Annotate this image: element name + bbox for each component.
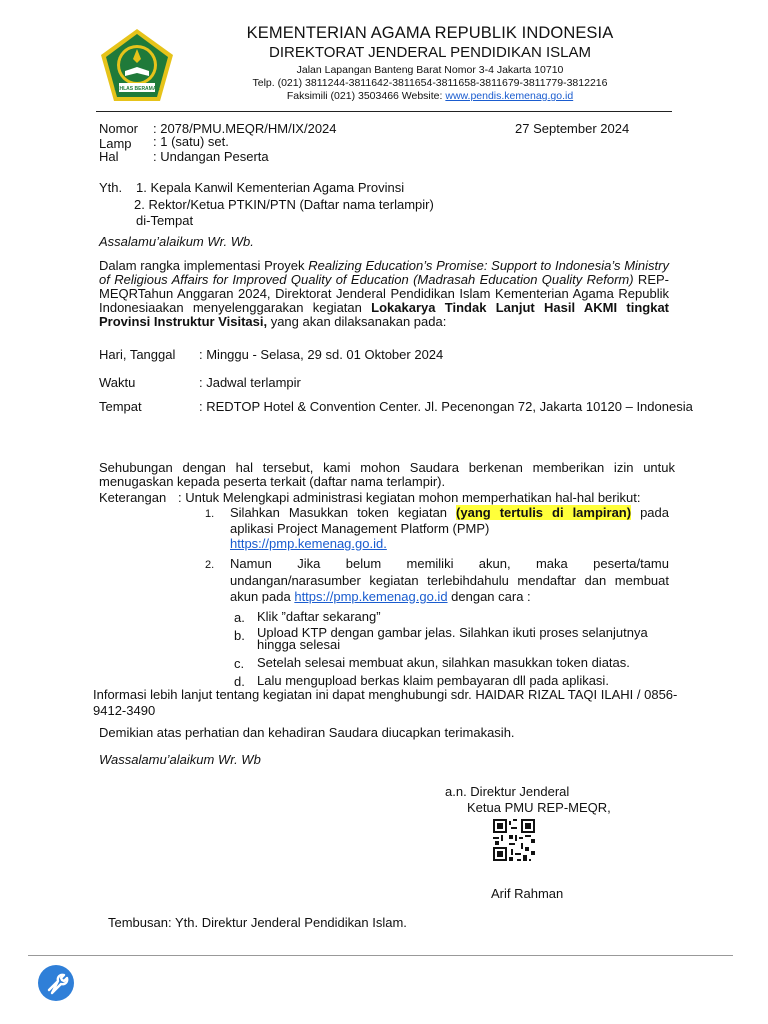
fax-label: Faksimili (021) 3503466 Website: <box>286 90 446 102</box>
step-a-text: Klik ”daftar sekarang” <box>257 609 381 624</box>
note-2 <box>230 556 669 606</box>
signature-line-1: a.n. Direktur Jenderal <box>445 784 570 799</box>
greeting: Assalamu’alaikum Wr. Wb. <box>99 234 254 249</box>
contact-info: Informasi lebih lanjut tentang kegiatan ini dapat menghubungi sdr. HAIDAR RIZAL TAQI ILAHI / 0856-9412-3490 <box>93 687 678 718</box>
header-divider <box>96 111 672 112</box>
logo-text: IKHLAS BERAMAL <box>114 86 160 92</box>
hal-label: Hal <box>99 149 119 164</box>
address-line: Jalan Lapangan Banteng Barat Nomor 3-4 Jakarta 10710 <box>296 64 564 76</box>
request-paragraph: Sehubungan dengan hal tersebut, kami mohon Saudara berkenan memberikan izin untuk menugaskan kepada peserta terkait (daftar nama terlampir). <box>99 460 675 489</box>
time-label: Waktu <box>99 375 136 390</box>
note-1 <box>230 505 669 552</box>
signature-line-2: Ketua PMU REP-MEQR, <box>467 800 611 815</box>
ministry-name: KEMENTERIAN AGAMA REPUBLIK INDONESIA <box>246 24 614 42</box>
yth-label: Yth. <box>99 180 123 195</box>
event-name: Lokakarya Tindak Lanjut Hasil AKMI tingkat Provinsi Instruktur Visitasi, <box>99 300 670 329</box>
step-d-letter: d. <box>234 674 245 689</box>
wrench-badge-icon[interactable] <box>38 965 74 1001</box>
intro-text-2: REP-MEQRTahun Anggaran 2024, Direktorat Jenderal Pendidikan Islam Kementerian Agama Republik Indonesiaakan menyelenggarakan kegiatan <box>99 272 669 315</box>
nomor-value: : 2078/PMU.MEQR/HM/IX/2024 <box>153 121 337 136</box>
fax-line <box>190 90 670 103</box>
note-1-text-b: pada aplikasi Project Management Platform (PMP) <box>230 505 669 536</box>
hal-value: : Undangan Peserta <box>153 149 269 164</box>
note-1-number: 1. <box>205 508 215 520</box>
recipient-place: di-Tempat <box>136 213 194 228</box>
note-2-number: 2. <box>205 559 215 571</box>
pmp-link-2[interactable]: https://pmp.kemenag.go.id <box>294 589 448 604</box>
day-label: Hari, Tanggal <box>99 347 176 362</box>
step-c-letter: c. <box>234 656 245 671</box>
step-c-text: Setelah selesai membuat akun, silahkan masukkan token diatas. <box>257 655 630 670</box>
footer-divider <box>28 955 733 956</box>
lamp-label: Lamp <box>99 136 132 151</box>
note-1-text-a: Silahkan Masukkan token kegiatan <box>230 505 457 520</box>
closing-greeting: Wassalamu’alaikum Wr. Wb <box>99 752 261 767</box>
qr-code-icon <box>493 819 535 861</box>
carbon-copy: Tembusan: Yth. Direktur Jenderal Pendidikan Islam. <box>108 915 407 930</box>
recipient-1: 1. Kepala Kanwil Kementerian Agama Provinsi <box>136 180 405 195</box>
intro-text-1: Dalam rangka implementasi Proyek <box>99 258 309 273</box>
day-value: : Minggu - Selasa, 29 sd. 01 Oktober 2024 <box>199 347 444 362</box>
time-value: : Jadwal terlampir <box>199 375 301 390</box>
project-name: Realizing Education’s Promise: Support to Indonesia’s Ministry of Religious Affairs for Improved Quality of Education (Madrasah Education Quality Reform) <box>99 258 669 287</box>
step-a-letter: a. <box>234 610 245 625</box>
intro-paragraph <box>99 259 669 329</box>
intro-text-3: yang akan dilaksanakan pada: <box>267 314 447 329</box>
place-value: : REDTOP Hotel & Convention Center. Jl. Pecenongan 72, Jakarta 10120 – Indonesia <box>199 399 693 414</box>
step-b-letter: b. <box>234 628 245 643</box>
pmp-link-1[interactable]: https://pmp.kemenag.go.id. <box>230 536 387 551</box>
note-1-highlight: (yang tertulis di lampiran) <box>456 505 632 520</box>
note-2-text-b: dengan cara : <box>447 589 531 604</box>
place-label: Tempat <box>99 399 142 414</box>
nomor-label: Nomor <box>99 121 139 136</box>
website-link[interactable]: www.pendis.kemenag.go.id <box>445 90 574 102</box>
directorate-name: DIREKTORAT JENDERAL PENDIDIKAN ISLAM <box>268 44 592 61</box>
letter-date: 27 September 2024 <box>515 121 630 136</box>
note-2-text-a: Namun Jika belum memiliki akun, maka peserta/tamu undangan/narasumber kegiatan terlebihdahulu mendaftar dan membuat akun pada <box>230 556 669 604</box>
step-b-text: Upload KTP dengan gambar jelas. Silahkan ikuti proses selanjutnya hingga selesai <box>257 625 648 652</box>
step-d-text: Lalu mengupload berkas klaim pembayaran dll pada aplikasi. <box>257 673 609 688</box>
phone-line: Telp. (021) 3811244-3811642-3811654-3811658-3811679-3811779-3812216 <box>252 77 608 89</box>
header-contact <box>190 64 670 103</box>
recipient-2: 2. Rektor/Ketua PTKIN/PTN (Daftar nama terlampir) <box>134 197 434 212</box>
signatory-name: Arif Rahman <box>491 886 564 901</box>
ministry-logo <box>97 27 177 107</box>
thanks-text: Demikian atas perhatian dan kehadiran Saudara diucapkan terimakasih. <box>99 725 515 740</box>
notes-intro: : Untuk Melengkapi administrasi kegiatan mohon memperhatikan hal-hal berikut: <box>178 490 641 505</box>
lamp-value: : 1 (satu) set. <box>153 134 229 149</box>
notes-label: Keterangan <box>99 490 167 505</box>
